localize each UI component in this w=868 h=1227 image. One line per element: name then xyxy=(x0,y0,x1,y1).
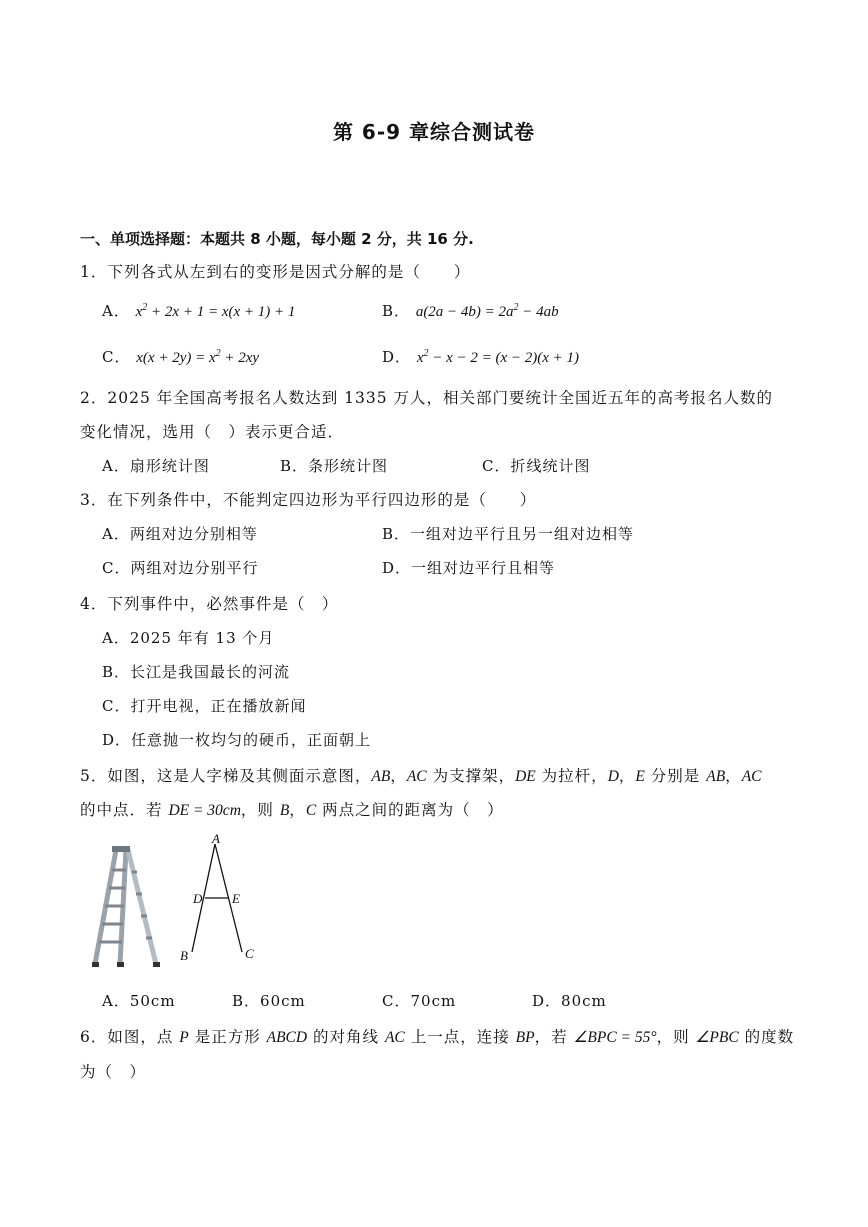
q5-text: 为支撑架， xyxy=(426,767,516,785)
math-ab: AB xyxy=(371,768,391,785)
math-ac: AC xyxy=(384,1029,405,1046)
option-label: A． xyxy=(102,302,130,320)
question-3-option-d: D．一组对边平行且相等 xyxy=(382,559,556,577)
q5-text: ， xyxy=(725,767,742,785)
question-5-line-2 xyxy=(80,798,504,820)
question-3-option-a: A．两组对边分别相等 xyxy=(102,525,258,543)
q6-text: 6．如图，点 xyxy=(80,1028,180,1046)
math-abcd: ABCD xyxy=(266,1029,308,1046)
question-2-option-c: C．折线统计图 xyxy=(482,457,591,475)
q5-text: ， xyxy=(618,767,636,785)
question-2-line-1: 2．2025 年全国高考报名人数达到 1335 万人，相关部门要统计全国近五年的高考报名人数的 xyxy=(80,389,774,407)
q5-text: 5．如图，这是人字梯及其侧面示意图， xyxy=(80,767,372,785)
option-label: D． xyxy=(382,348,412,366)
q5-text: ， xyxy=(390,767,407,785)
question-1-option-c xyxy=(102,346,259,367)
q6-text: ，若 xyxy=(534,1028,574,1046)
math-de-eq: DE = 30cm xyxy=(168,802,241,819)
formula-b: $a(2a - 4b) = 2a^2 - 4ab$ xyxy=(415,302,559,320)
question-4-option-d: D．任意抛一枚均匀的硬币，正面朝上 xyxy=(102,731,372,749)
question-5-line-1 xyxy=(80,764,762,786)
q5-text: 为拉杆， xyxy=(535,767,608,785)
question-2-option-a: A．扇形统计图 xyxy=(102,457,210,475)
label-c: C xyxy=(245,946,254,961)
math-e: E xyxy=(635,768,645,785)
question-4-option-b: B．长江是我国最长的河流 xyxy=(102,663,291,681)
question-5-option-a: A．50cm xyxy=(102,992,176,1010)
math-ab: AB xyxy=(706,768,726,785)
ladder-schematic xyxy=(172,832,272,972)
formula-a: $x^2 + 2x + 1 = x(x + 1) + 1$ xyxy=(135,302,296,320)
q5-text: ， xyxy=(289,801,306,819)
question-4-option-a: A．2025 年有 13 个月 xyxy=(102,629,275,647)
math-de: DE xyxy=(515,768,536,785)
question-3-option-b: B．一组对边平行且另一组对边相等 xyxy=(382,525,635,543)
question-1-stem: 1．下列各式从左到右的变形是因式分解的是（ ） xyxy=(80,263,471,281)
math-c: C xyxy=(305,802,317,819)
option-label: B． xyxy=(382,302,411,320)
question-3-option-c: C．两组对边分别平行 xyxy=(102,559,259,577)
math-bp: BP xyxy=(515,1029,535,1046)
label-d: D xyxy=(193,891,203,906)
math-angle-bpc: ∠BPC = 55° xyxy=(573,1029,657,1046)
formula-c: $x(x + 2y) = x^2 + 2xy$ xyxy=(136,348,260,366)
question-3-stem: 3．在下列条件中，不能判定四边形为平行四边形的是（ ） xyxy=(80,491,537,509)
q6-text: 的对角线 xyxy=(307,1028,385,1046)
q5-text: 两点之间的距离为（ ） xyxy=(316,801,504,819)
formula-d: $x^2 - x - 2 = (x - 2)(x + 1)$ xyxy=(416,348,580,366)
question-6-line-2: 为（ ） xyxy=(80,1063,147,1081)
ladder-photo xyxy=(90,842,170,970)
question-5-option-b: B．60cm xyxy=(232,992,306,1010)
question-4-stem: 4．下列事件中，必然事件是（ ） xyxy=(80,595,339,613)
page-title: 第 6-9 章综合测试卷 xyxy=(332,120,536,144)
math-b: B xyxy=(279,802,290,819)
question-5-option-c: C．70cm xyxy=(382,992,457,1010)
question-5-option-d: D．80cm xyxy=(532,992,607,1010)
question-4-option-c: C．打开电视，正在播放新闻 xyxy=(102,697,307,715)
math-d: D xyxy=(607,768,619,785)
question-6-line-1 xyxy=(80,1025,794,1047)
option-label: C． xyxy=(102,348,131,366)
math-p: P xyxy=(179,1029,189,1046)
question-2-line-2: 变化情况，选用（ ）表示更合适． xyxy=(80,423,345,441)
q6-text: ，则 xyxy=(656,1028,696,1046)
label-e: E xyxy=(232,891,240,906)
math-ac: AC xyxy=(406,768,427,785)
q6-text: 是正方形 xyxy=(188,1028,267,1046)
question-1-option-a xyxy=(102,300,295,321)
q5-text: ，则 xyxy=(240,801,280,819)
q6-text: 的度数 xyxy=(738,1028,795,1046)
section-heading: 一、单项选择题：本题共 8 小题，每小题 2 分，共 16 分. xyxy=(80,230,474,248)
math-ac: AC xyxy=(741,768,762,785)
question-1-option-d xyxy=(382,346,579,367)
question-2-option-b: B．条形统计图 xyxy=(280,457,389,475)
q5-text: 的中点．若 xyxy=(80,801,169,819)
q5-text: 分别是 xyxy=(644,767,707,785)
q6-text: 上一点，连接 xyxy=(404,1028,516,1046)
math-angle-pbc: ∠PBC xyxy=(695,1029,739,1046)
label-b: B xyxy=(180,948,188,963)
label-a: A xyxy=(212,832,220,846)
question-1-option-b xyxy=(382,300,559,321)
